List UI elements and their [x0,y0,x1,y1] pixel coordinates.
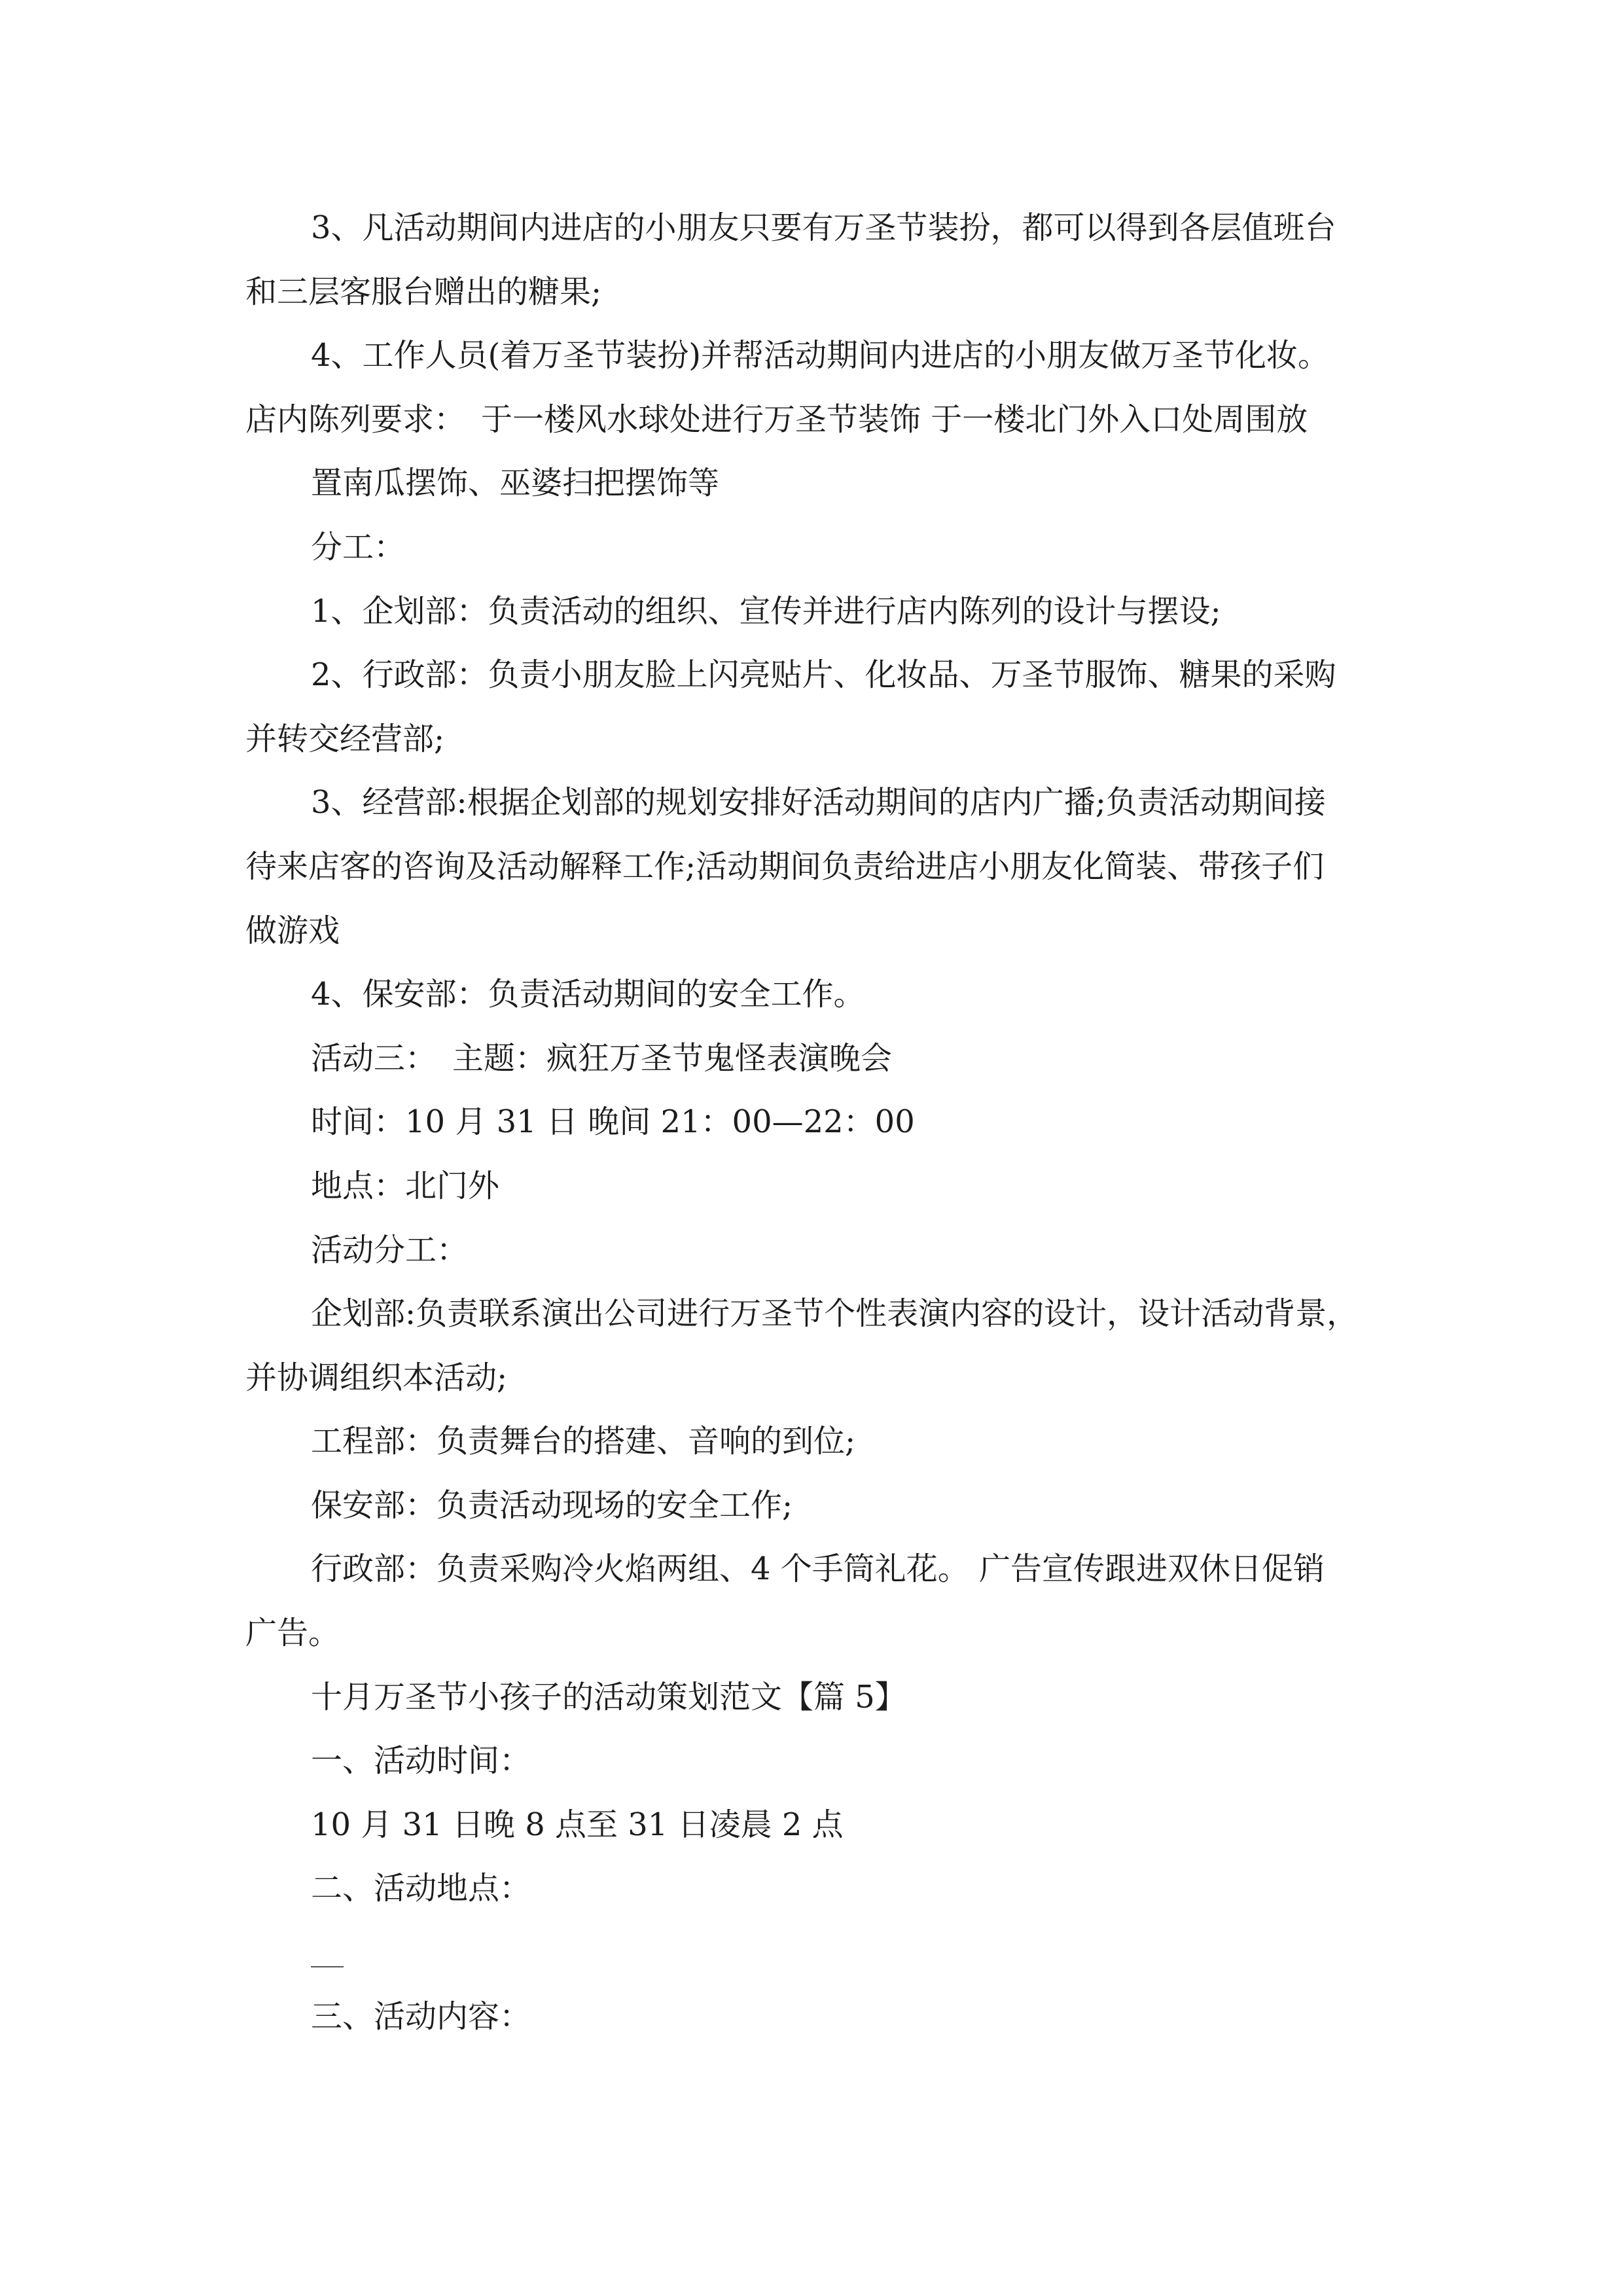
section-heading: 活动分工： [311,1231,469,1268]
paragraph-line: 和三层客服台赠出的糖果; [245,273,602,310]
section-heading: 三、活动内容： [311,1998,531,2035]
activity-title: 活动三： 主题：疯狂万圣节鬼怪表演晚会 [311,1039,893,1077]
paragraph-line: 3、凡活动期间内进店的小朋友只要有万圣节装扮，都可以得到各层值班台 [311,209,1336,246]
paragraph-line: 行政部：负责采购冷火焰两组、4 个手筒礼花。 广告宣传跟进双休日促销 [311,1551,1325,1588]
paragraph-line: 置南瓜摆饰、巫婆扫把摆饰等 [311,465,720,502]
paragraph-line: 工程部：负责舞台的搭建、音响的到位; [311,1423,856,1460]
section-heading: 分工： [311,528,406,565]
paragraph-line: 店内陈列要求： 于一楼风水球处进行万圣节装饰 于一楼北门外入口处周围放 [245,401,1308,438]
paragraph-line: 2、行政部：负责小朋友脸上闪亮贴片、化妆品、万圣节服饰、糖果的采购 [311,656,1336,694]
activity-location: 地点：北门外 [311,1167,500,1204]
document-body [245,196,1381,2049]
section-heading: 一、活动时间： [311,1742,531,1780]
article-title: 十月万圣节小孩子的活动策划范文【篇 5】 [311,1678,906,1715]
paragraph-line: 做游戏 [245,912,340,949]
paragraph-line: 企划部:负责联系演出公司进行万圣节个性表演内容的设计，设计活动背景， [311,1295,1359,1333]
paragraph-line: 待来店客的咨询及活动解释工作;活动期间负责给进店小朋友化简装、带孩子们 [245,848,1325,885]
paragraph-line: 并协调组织本活动; [245,1359,508,1396]
paragraph-line: 广告。 [245,1615,340,1652]
paragraph-line: 并转交经营部; [245,720,445,757]
activity-time: 10 月 31 日晚 8 点至 31 日凌晨 2 点 [311,1806,844,1843]
section-heading: 二、活动地点： [311,1870,531,1907]
blank-placeholder [245,1921,1381,1985]
paragraph-line: 保安部：负责活动现场的安全工作; [311,1486,793,1524]
paragraph-line: 4、工作人员(着万圣节装扮)并帮活动期间内进店的小朋友做万圣节化妆。 [311,337,1329,374]
activity-time: 时间：10 月 31 日 晚间 21：00—22：00 [311,1103,915,1141]
underline-dash [311,1966,344,1967]
paragraph-line: 3、经营部:根据企划部的规划安排好活动期间的店内广播;负责活动期间接 [311,784,1326,821]
paragraph-line: 1、企划部：负责活动的组织、宣传并进行店内陈列的设计与摆设; [311,592,1221,630]
paragraph-line: 4、保安部：负责活动期间的安全工作。 [311,976,865,1013]
